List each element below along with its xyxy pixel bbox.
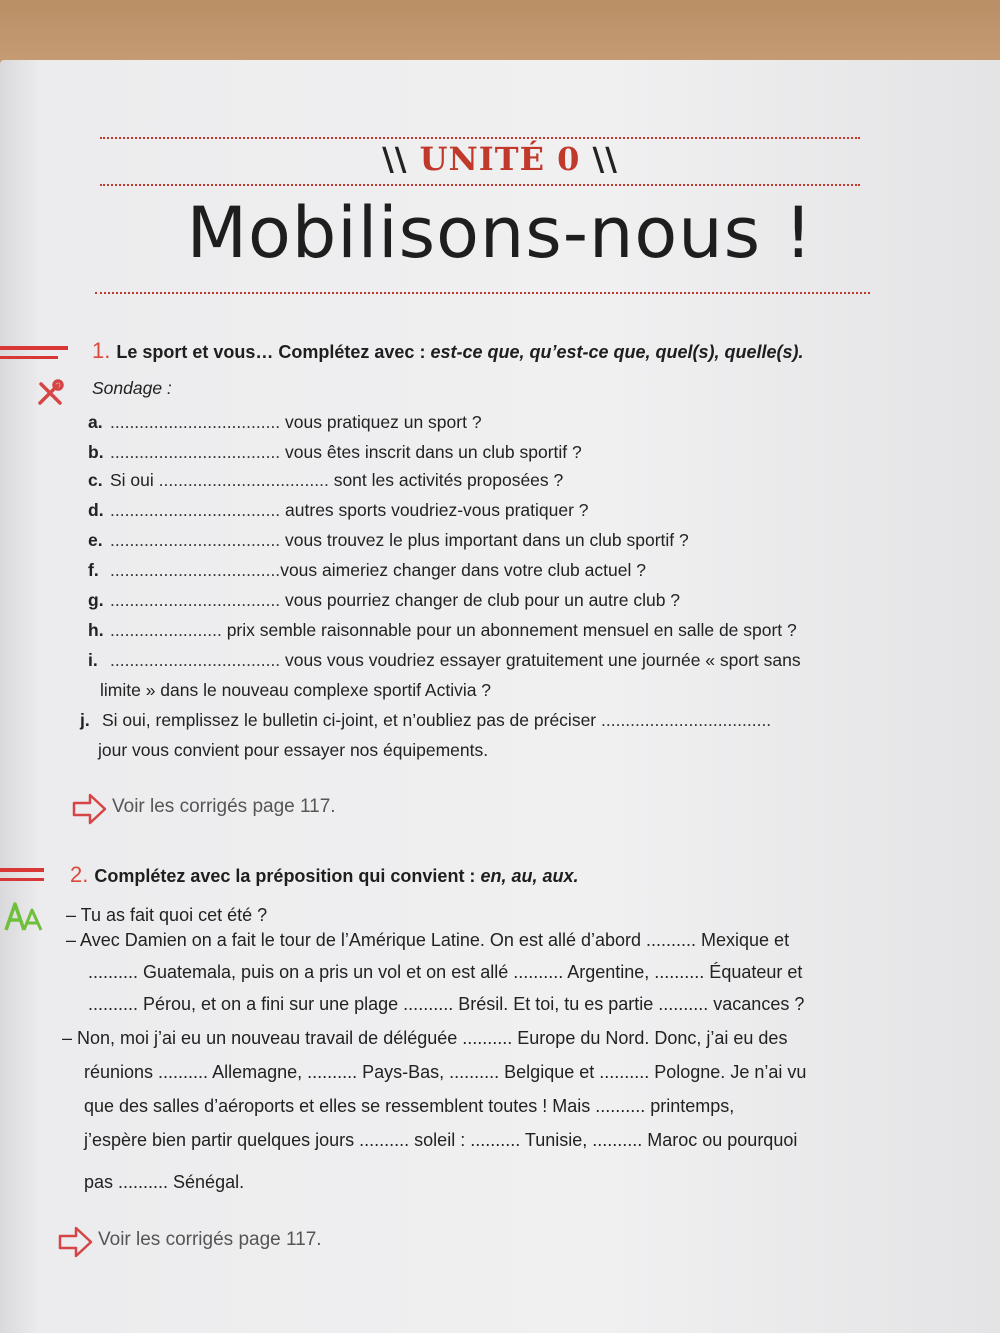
exercise-1-heading [92, 338, 804, 364]
blank-field[interactable]: ................................... [110, 560, 281, 580]
see-answers-link-1[interactable]: Voir les corrigés page 117. [112, 796, 336, 817]
exercise-2-options: en, au, aux. [480, 866, 579, 886]
item-label: f. [88, 560, 99, 580]
unit-suffix: \\ [592, 140, 618, 178]
item-label: b. [88, 442, 104, 462]
dialogue-line: .......... Guatemala, puis on a pris un vol et on est allé .......... Argentine, .......... Équateur et [88, 962, 803, 982]
exercise-1-instruction: Le sport et vous… Complétez avec : [116, 342, 426, 362]
dialogue-line: – Avec Damien on a fait le tour de l’Amérique Latine. On est allé d’abord .......... Mexique et [66, 930, 790, 950]
arrow-right-icon [72, 792, 108, 826]
dialogue-line: – Tu as fait quoi cet été ? [66, 905, 268, 925]
dialogue-line: que des salles d’aéroports et elles se ressemblent toutes ! Mais .......... printemps, [84, 1096, 735, 1116]
blank-field[interactable]: ................................... [110, 650, 281, 670]
exercise-2-number: 2. [70, 862, 89, 887]
divider-top [100, 137, 860, 139]
unit-prefix: \\ [382, 140, 408, 178]
exercise-1-item [100, 680, 491, 701]
item-label: i. [88, 650, 98, 670]
dialogue-line: réunions .......... Allemagne, .......... Pays-Bas, .......... Belgique et .......... Pologne. Je n’ai vu [84, 1062, 807, 1082]
item-text: vous pratiquez un sport ? [280, 412, 482, 432]
item-text: autres sports voudriez-vous pratiquer ? [280, 500, 589, 520]
dialogue-line: .......... Pérou, et on a fini sur une plage .......... Brésil. Et toi, tu es partie .......... vacances ? [88, 994, 805, 1014]
item-prefix: Si oui [110, 470, 159, 490]
font-size-icon [4, 900, 44, 942]
item-text: vous trouvez le plus important dans un club sportif ? [280, 530, 689, 550]
dialogue-line: – Non, moi j’ai eu un nouveau travail de déléguée .......... Europe du Nord. Donc, j’ai eu des [62, 1028, 788, 1048]
arrow-right-icon [58, 1225, 94, 1259]
blank-field[interactable]: ................................... [110, 590, 281, 610]
item-label: j. [80, 710, 90, 730]
exercise-1-item [88, 412, 482, 433]
dialogue-line: pas .......... Sénégal. [84, 1172, 245, 1192]
see-answers-link-2[interactable]: Voir les corrigés page 117. [98, 1229, 322, 1250]
unit-heading [0, 140, 1000, 178]
exercise-2-bar-2 [0, 878, 44, 881]
exercise-1-item [88, 470, 563, 491]
blank-field[interactable]: ................................... [601, 710, 772, 730]
tools-icon [34, 377, 66, 409]
survey-label: Sondage : [92, 378, 172, 398]
blank-field[interactable]: ................................... [110, 530, 281, 550]
blank-field[interactable]: ....................... [110, 620, 222, 640]
item-text: vous aimeriez changer dans votre club actuel ? [280, 560, 646, 580]
exercise-1-item [88, 530, 689, 551]
item-label: a. [88, 412, 103, 432]
exercise-1-item [88, 650, 801, 671]
item-label: e. [88, 530, 103, 550]
exercise-1-item [88, 590, 680, 611]
unit-label: UNITÉ 0 [419, 140, 581, 178]
item-label: d. [88, 500, 104, 520]
item-text: prix semble raisonnable pour un abonnement mensuel en salle de sport ? [221, 620, 797, 640]
item-text: limite » dans le nouveau complexe sportif Activia ? [100, 680, 492, 700]
item-prefix: Si oui, remplissez le bulletin ci-joint, et n’oubliez pas de préciser [102, 710, 601, 730]
exercise-1-item [88, 620, 797, 641]
page-title: Mobilisons-nous ! [186, 192, 814, 274]
divider-middle [100, 184, 860, 186]
divider-bottom [95, 292, 870, 294]
blank-field[interactable]: ................................... [110, 500, 281, 520]
exercise-1-bar-2 [0, 356, 58, 359]
item-label: c. [88, 470, 103, 490]
item-label: h. [88, 620, 104, 640]
exercise-1-number: 1. [92, 338, 111, 363]
exercise-1-item [88, 560, 646, 581]
item-label: g. [88, 590, 104, 610]
exercise-1-item [80, 710, 771, 731]
item-text: vous vous voudriez essayer gratuitement une journée « sport sans [280, 650, 801, 670]
exercise-1-bar [0, 346, 68, 350]
blank-field[interactable]: ................................... [110, 412, 281, 432]
item-text: sont les activités proposées ? [328, 470, 564, 490]
item-text: vous êtes inscrit dans un club sportif ? [280, 442, 582, 462]
exercise-2-heading [70, 862, 579, 888]
blank-field[interactable]: ................................... [110, 442, 281, 462]
item-text: vous pourriez changer de club pour un autre club ? [280, 590, 681, 610]
exercise-2-instruction: Complétez avec la préposition qui convient : [94, 866, 476, 886]
exercise-1-item [88, 442, 582, 463]
blank-field[interactable]: ................................... [158, 470, 329, 490]
exercise-1-item [88, 500, 589, 521]
dialogue-line: j’espère bien partir quelques jours .......... soleil : .......... Tunisie, .......... Maroc ou pourquoi [84, 1130, 798, 1150]
exercise-1-options: est-ce que, qu’est-ce que, quel(s), quelle(s). [430, 342, 804, 362]
exercise-2-bar [0, 868, 44, 872]
exercise-1-item [98, 740, 488, 761]
item-text: jour vous convient pour essayer nos équipements. [98, 740, 489, 760]
